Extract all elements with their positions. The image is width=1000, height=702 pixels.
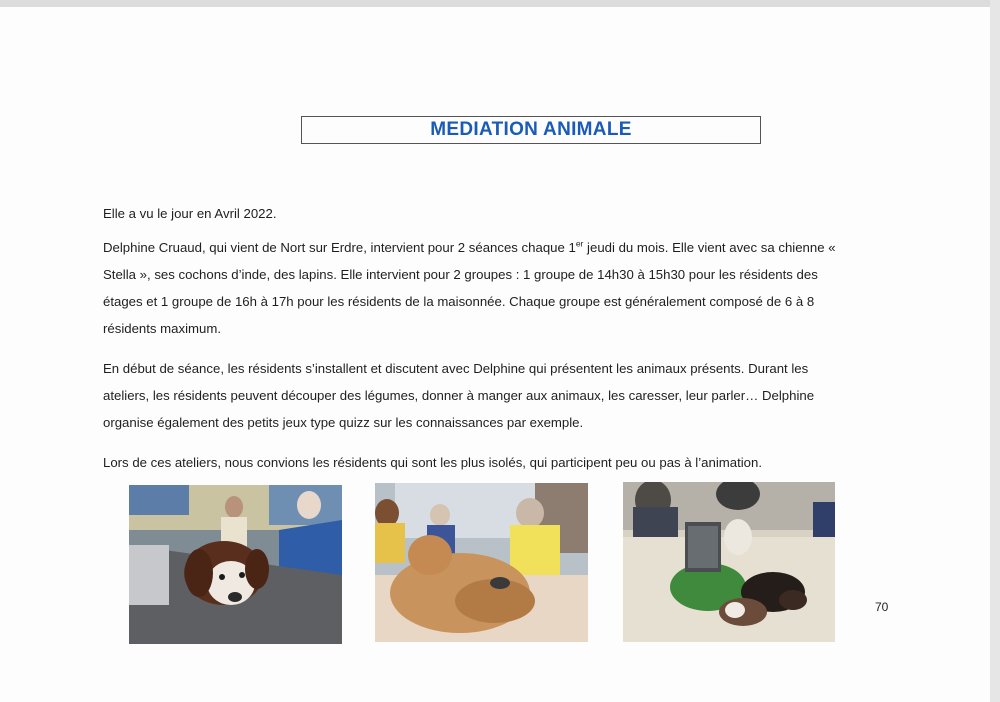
page-number: 70 — [875, 600, 889, 614]
paragraph-details-start: Delphine Cruaud, qui vient de Nort sur Erdre, intervient pour 2 séances chaque 1 — [103, 240, 576, 255]
scan-edge-right — [990, 0, 1000, 702]
paragraph-details-rest: jeudi du mois. Elle vient avec sa chienne « Stella », ses cochons d’inde, des lapins. Elle intervient pour 2 groupes : 1 groupe de 14h30 à 15h30 pour les résidents des étages et 1 groupe de 16h à 17h pour les résidents de la maisonnée. Chaque groupe est généralement composé de 6 à 8 résidents maximum. — [103, 240, 836, 336]
page-title: MEDIATION ANIMALE — [430, 119, 632, 140]
title-box — [301, 116, 761, 144]
photo-guinea-pigs — [623, 482, 835, 642]
paragraph-invite: Lors de ces ateliers, nous convions les résidents qui sont les plus isolés, qui participent peu ou pas à l’animation. — [103, 455, 763, 470]
paragraph-intro: Elle a vu le jour en Avril 2022. — [103, 206, 277, 221]
photo-golden-dog — [375, 483, 588, 642]
paragraph-details — [103, 234, 843, 342]
paragraph-session: En début de séance, les résidents s’installent et discutent avec Delphine qui présentent les animaux présents. Durant les ateliers, les résidents peuvent découper des légumes, donner à manger aux animaux, les caresser, leur parler… Delphine organise également des petits jeux type quizz sur les connaissances par exemple. — [103, 361, 815, 430]
ordinal-superscript: er — [575, 238, 584, 249]
photo-dog-resident — [129, 485, 342, 644]
scan-edge-top — [0, 0, 1000, 7]
